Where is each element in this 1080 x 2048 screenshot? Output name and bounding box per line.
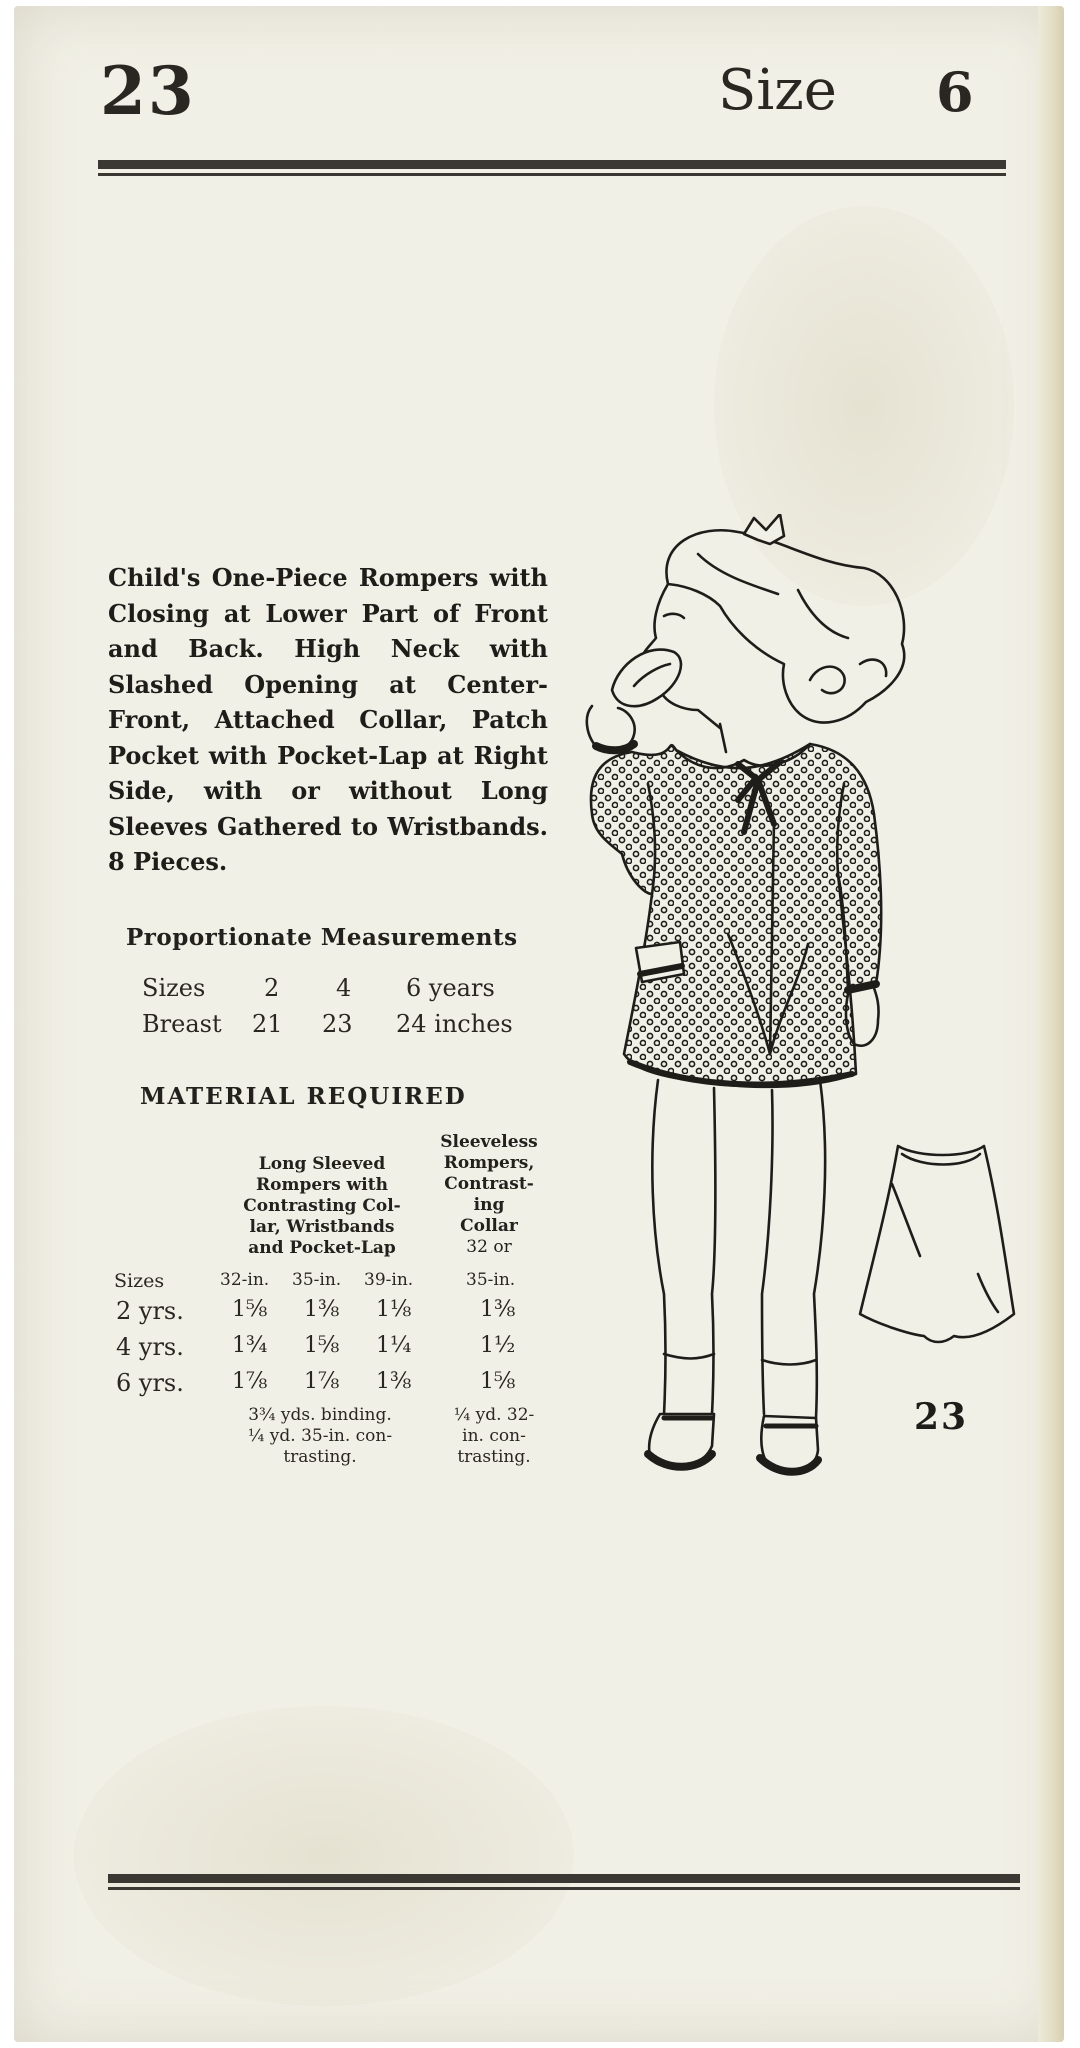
yardage-value: 1½ — [480, 1333, 516, 1358]
yardage-value: 1⅜ — [480, 1297, 516, 1322]
yardage-row — [114, 1297, 574, 1333]
sizes-label: Sizes — [142, 974, 206, 1002]
romper-body — [591, 744, 881, 1087]
size-label: Size — [718, 58, 837, 123]
yardage-value: 1¾ — [232, 1333, 268, 1358]
paper-stain — [74, 1706, 574, 2006]
sleeveless-romper-view — [860, 1146, 1014, 1342]
pattern-number: 23 — [100, 52, 196, 130]
yardage-value: 1⅜ — [304, 1297, 340, 1322]
pattern-description: Child's One-Piece Rompers with Closing at Lower Part of Front and Back. High Neck with Slashed Opening at Center-Front, Attached Collar, Patch Pocket with Pocket-Lap at Right Side, with or without Long Sleeves Gathered to Wristbands. 8 Pieces. — [108, 563, 548, 876]
size-cell: 4 — [336, 974, 352, 1002]
long-sleeved-heading: Long Sleeved Rompers with Contrasting Col- lar, Wristbands and Pocket-Lap — [243, 1154, 401, 1258]
long-sleeved-note: 3¾ yds. binding. ¼ yd. 35-in. con- trasting. — [247, 1405, 393, 1467]
yardage-value: 1⅜ — [376, 1369, 412, 1394]
yardage-value: 1⅞ — [304, 1369, 340, 1394]
hair-bow — [744, 514, 784, 544]
breast-cell: 21 — [252, 1010, 283, 1038]
measurements-title: Proportionate Measurements — [126, 924, 518, 951]
size-value: 6 — [936, 60, 974, 124]
yardage-size: 2 yrs. — [116, 1297, 184, 1325]
view-number: 23 — [914, 1396, 969, 1438]
yardage-row — [114, 1369, 574, 1405]
yardage-value: 1⅛ — [376, 1297, 412, 1322]
size-cell: 2 — [264, 974, 280, 1002]
yardage-row — [114, 1333, 574, 1369]
yardage-value: 1⅝ — [480, 1369, 516, 1394]
top-rule — [98, 160, 1006, 169]
sleeveless-heading: Sleeveless Rompers, Contrast- ing Collar 32 or — [440, 1132, 538, 1257]
fabric-width: 35-in. — [292, 1270, 342, 1290]
fabric-width: 39-in. — [364, 1270, 414, 1290]
material-title: MATERIAL REQUIRED — [140, 1083, 467, 1110]
breast-cell: 23 — [322, 1010, 353, 1038]
yardage-size: 4 yrs. — [116, 1333, 184, 1361]
yardage-value: 1¼ — [376, 1333, 412, 1358]
material-sizes-label: Sizes — [114, 1270, 165, 1292]
yardage-size: 6 yrs. — [116, 1369, 184, 1397]
breast-cell: 24 inches — [396, 1010, 513, 1038]
sleeveless-note: ¼ yd. 32- in. con- trasting. — [453, 1405, 535, 1467]
yardage-value: 1⅝ — [304, 1333, 340, 1358]
yardage-value: 1⅞ — [232, 1369, 268, 1394]
legs — [652, 1080, 825, 1418]
paper-edge — [1038, 6, 1064, 2042]
bottom-rule — [108, 1874, 1020, 1883]
yardage-value: 1⅝ — [232, 1297, 268, 1322]
fabric-width: 35-in. — [466, 1270, 516, 1290]
size-cell: 6 years — [406, 974, 495, 1002]
breast-label: Breast — [142, 1010, 222, 1038]
fabric-width: 32-in. — [220, 1270, 270, 1290]
cookie — [612, 650, 681, 707]
